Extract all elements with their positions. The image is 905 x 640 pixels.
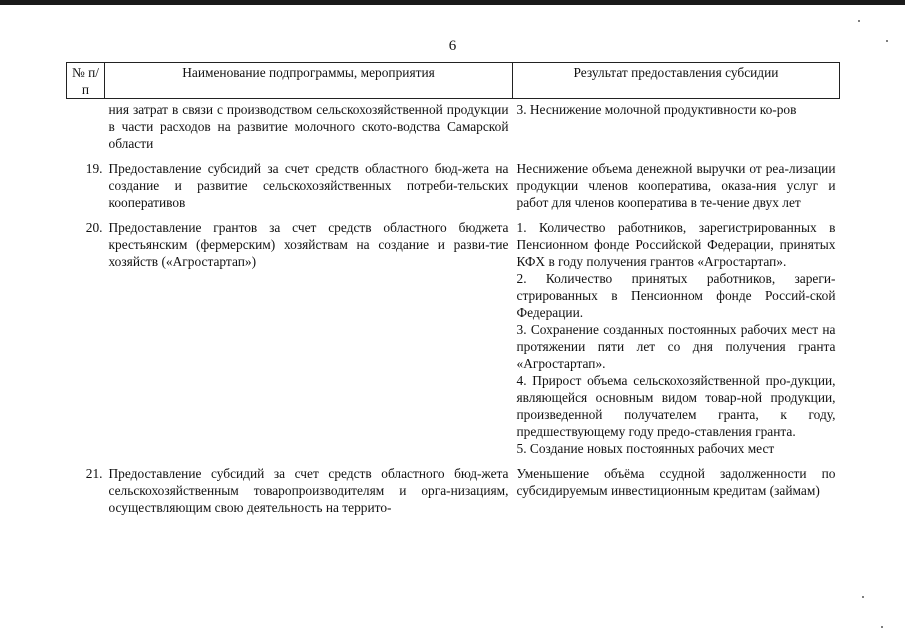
result-item: 4. Прирост объема сельскохозяйственной про-дукции, являющейся основным видом товар-ной продукции, произведенной получателем гранта, к году, предшествующему году предо-ставления гранта. bbox=[516, 373, 836, 439]
scan-speck bbox=[862, 596, 864, 598]
header-result: Результат предоставления субсидии bbox=[513, 63, 840, 99]
row-number: 21. bbox=[85, 466, 103, 481]
header-number: № п/п bbox=[67, 63, 105, 99]
row-name: Предоставление грантов за счет средств областного бюджета крестьянским (фермерским) хозяйствам на создание и разви-тие хозяйств («Агростартап») bbox=[108, 220, 509, 269]
result-item: 5. Создание новых постоянных рабочих мест bbox=[516, 441, 775, 456]
result-item: Неснижение объема денежной выручки от реа-лизации продукции членов кооператива, оказа-ния услуг и работ для членов кооператива в те-чение двух лет bbox=[516, 161, 836, 210]
row-result bbox=[513, 457, 840, 516]
row-name: Предоставление субсидий за счет средств областного бюд-жета сельскохозяйственным товаропроизводителям и орга-низациям, осуществляющим свою деятельность на террито- bbox=[108, 466, 509, 515]
scan-speck bbox=[881, 626, 883, 628]
scan-top-edge bbox=[0, 0, 905, 5]
table-row bbox=[67, 152, 840, 211]
table-row bbox=[67, 99, 840, 153]
result-item: 3. Неснижение молочной продуктивности ко-ров bbox=[516, 102, 797, 117]
result-item: 2. Количество принятых работников, зареги-стрированных в Пенсионном фонде Россий-ской Федерации. bbox=[516, 271, 836, 320]
result-item: 1. Количество работников, зарегистрированных в Пенсионном фонде Российской Федерации, принятых КФХ в году получения грантов «Агростартап». bbox=[516, 220, 836, 269]
row-number bbox=[67, 99, 105, 153]
result-item: 3. Сохранение созданных постоянных рабочих мест на протяжении пяти лет со дня получения гранта «Агростартап». bbox=[516, 322, 836, 371]
row-name: ния затрат в связи с производством сельскохозяйственной продукции в части расходов на развитие молочного ското-водства Самарской области bbox=[108, 102, 509, 151]
row-result bbox=[513, 99, 840, 153]
table-header-row bbox=[67, 63, 840, 99]
row-name: Предоставление субсидий за счет средств областного бюд-жета на создание и развитие сельскохозяйственных потреби-тельских кооперативов bbox=[108, 161, 509, 210]
result-item: Уменьшение объёма ссудной задолженности по субсидируемым инвестиционным кредитам (займам) bbox=[516, 466, 836, 498]
table-row bbox=[67, 457, 840, 516]
scan-speck bbox=[858, 20, 860, 22]
row-number: 19. bbox=[85, 161, 103, 176]
scan-speck bbox=[886, 40, 888, 42]
page-number: 6 bbox=[448, 38, 457, 54]
row-result bbox=[513, 152, 840, 211]
table-row bbox=[67, 211, 840, 457]
header-name: Наименование подпрограммы, мероприятия bbox=[105, 63, 513, 99]
row-number: 20. bbox=[85, 220, 103, 235]
row-result bbox=[513, 211, 840, 457]
subsidy-results-table bbox=[66, 62, 840, 516]
